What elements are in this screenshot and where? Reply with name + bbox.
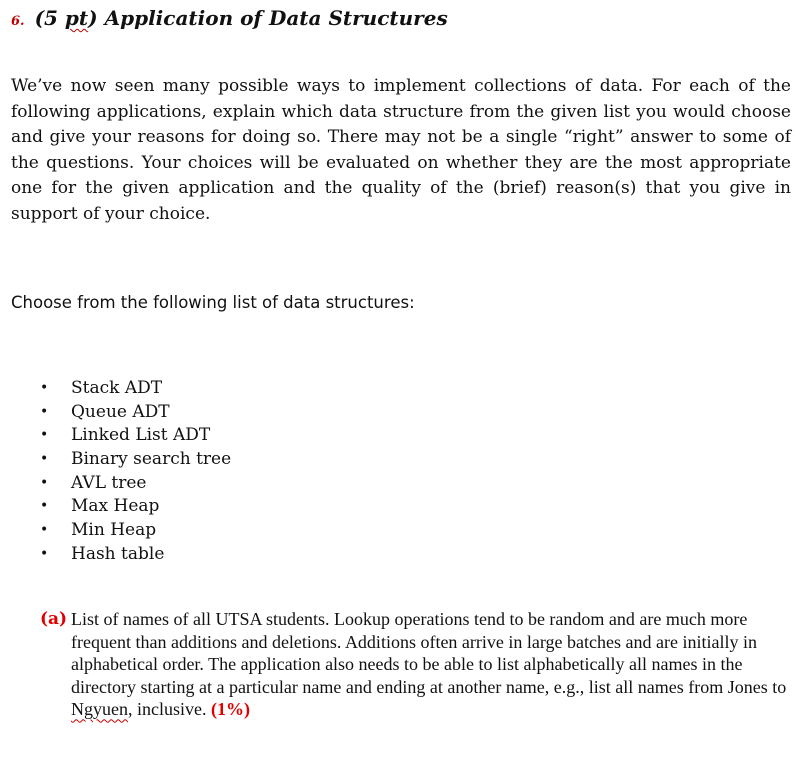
list-item-label: AVL tree	[71, 472, 147, 493]
section-number: 6.	[11, 14, 25, 29]
bullet-icon: •	[40, 474, 49, 491]
list-item	[0, 472, 231, 496]
section-heading	[11, 4, 448, 36]
question-text	[71, 608, 795, 721]
bullet-icon: •	[40, 403, 49, 420]
data-structure-list	[0, 377, 231, 567]
list-item	[0, 424, 231, 448]
list-item	[0, 495, 231, 519]
list-item	[0, 401, 231, 425]
list-item	[0, 448, 231, 472]
intro-paragraph: We’ve now seen many possible ways to implement collections of data. For each of the following applications, explain which data structure from the given list you would choose and give your reasons for doing so. There may not be a single “right” answer to some of the questions. Your choices will be evaluated on whether they are the most appropriate one for the given application and the quality of the (brief) reason(s) that you give in support of your choice.	[11, 76, 791, 224]
list-item-label: Binary search tree	[71, 449, 232, 470]
list-item-label: Hash table	[71, 543, 165, 564]
list-item-label: Max Heap	[71, 496, 160, 517]
list-item-label: Linked List ADT	[71, 425, 211, 446]
section-points: (5 pt)	[34, 6, 98, 30]
question-label: (a)	[40, 609, 68, 629]
list-item-label: Stack ADT	[71, 378, 163, 398]
bullet-icon: •	[40, 427, 49, 444]
question-points: (1%)	[211, 699, 250, 720]
spellcheck-underline-pt: pt	[64, 6, 89, 30]
bullet-icon: •	[40, 545, 49, 562]
list-item	[0, 519, 231, 543]
list-item	[0, 543, 231, 567]
question-text-main: List of names of all UTSA students. Lookup operations tend to be random and are much more frequent than additions and deletions. Additions often arrive in large batches and are initially in alphabetical order. The application also needs to be able to list alphabetically all names in the directory starting at a particular name and ending at another name, e.g., list all names from Jones to	[71, 609, 787, 697]
choose-prompt: Choose from the following list of data structures:	[11, 293, 415, 312]
list-item-label: Queue ADT	[71, 401, 170, 422]
bullet-icon: •	[40, 451, 49, 468]
question-text-end: , inclusive.	[128, 699, 211, 720]
list-item	[0, 377, 231, 401]
bullet-icon: •	[40, 522, 49, 539]
spellcheck-underline-word: Ngyuen	[71, 699, 128, 720]
section-title: Application of Data Structures	[104, 6, 448, 30]
list-item-label: Min Heap	[71, 520, 157, 541]
bullet-icon: •	[40, 380, 49, 396]
bullet-icon: •	[40, 498, 49, 515]
